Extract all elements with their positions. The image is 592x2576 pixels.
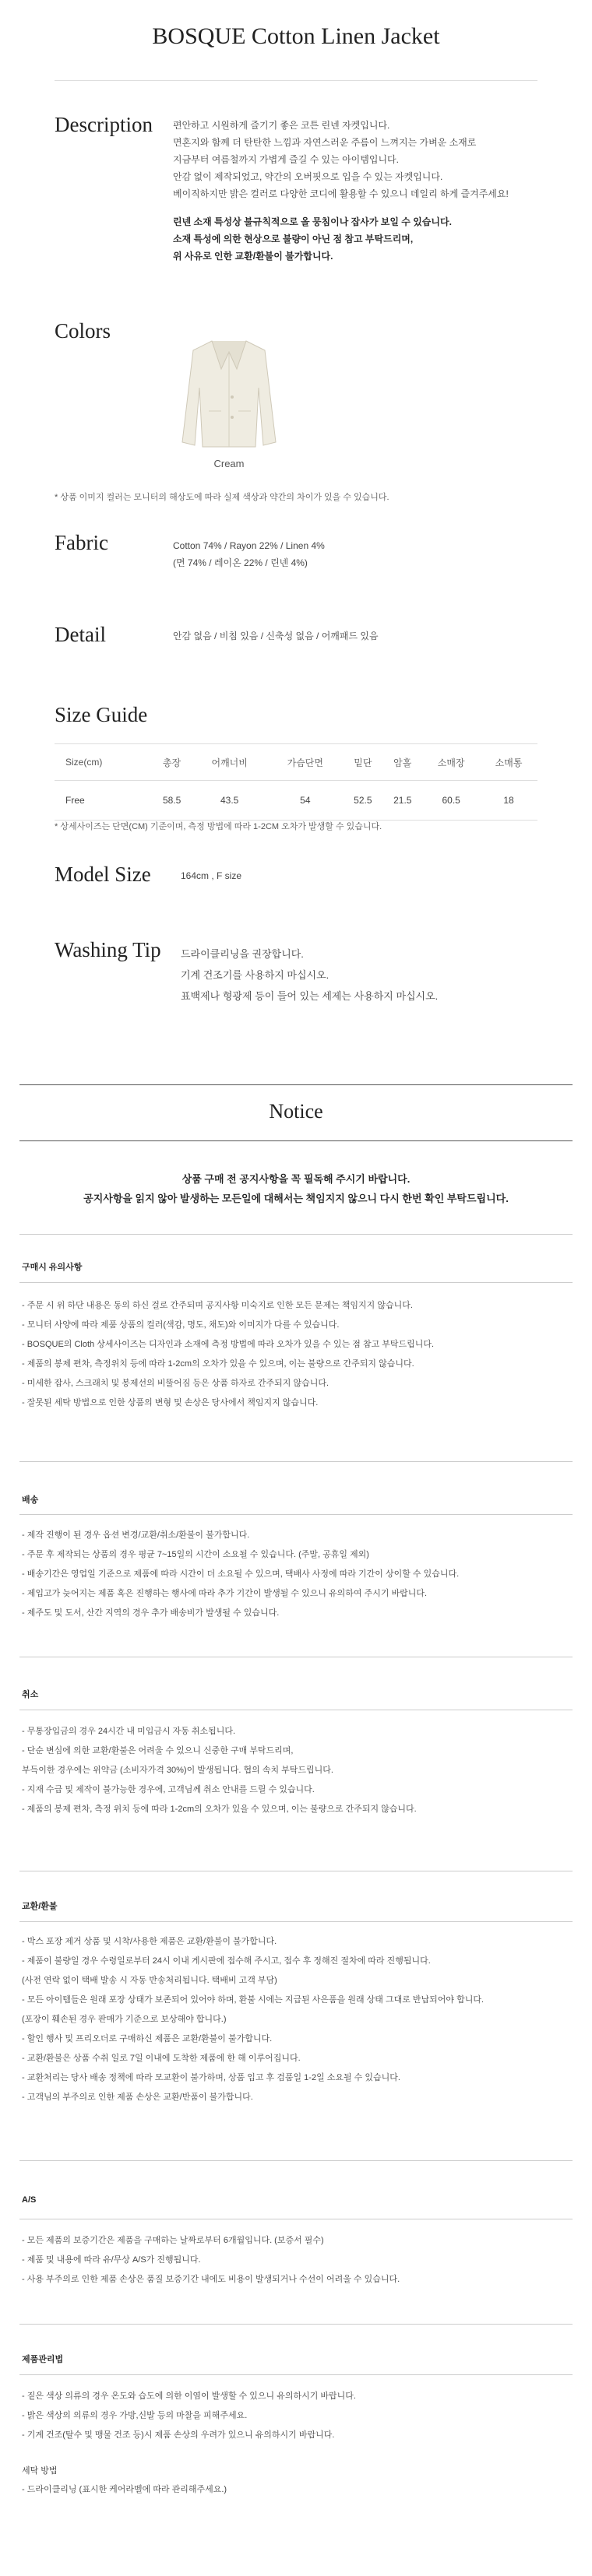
size-cell: 60.5 xyxy=(422,781,480,821)
cancellation-heading: 취소 xyxy=(22,1690,39,1699)
exchange-refund-heading: 교환/환불 xyxy=(22,1902,58,1911)
cancellation-list xyxy=(22,1722,567,1819)
color-note: * 상품 이미지 컬러는 모니터의 해상도에 따라 실제 색상과 약간의 차이가 있을 수 있습니다. xyxy=(55,493,389,502)
list-item: - 잘못된 세탁 방법으로 인한 상품의 변형 및 손상은 당사에서 책임지지 않습니다. xyxy=(22,1398,319,1407)
notice-intro-line: 상품 구매 전 공지사항을 꼭 필독해 주시기 바랍니다. xyxy=(181,1173,411,1185)
list-item: - 주문 후 제작되는 상품의 경우 평균 7~15일의 시간이 소요될 수 있습니다. (주말, 공휴일 제외) xyxy=(22,1550,369,1559)
list-item: - 주문 시 위 하단 내용은 동의 하신 걸로 간주되며 공지사항 미숙지로 인한 모든 문제는 책임지지 않습니다. xyxy=(22,1301,413,1310)
notice-intro xyxy=(0,1169,592,1208)
washing-tip-text xyxy=(181,944,539,1007)
section-divider xyxy=(19,1234,573,1235)
washing-tip-line: 표백제나 형광제 등이 들어 있는 세제는 사용하지 마십시오. xyxy=(181,990,439,1002)
size-cell: Free xyxy=(55,781,152,821)
list-item: - BOSQUE의 Cloth 상세사이즈는 디자인과 소재에 측정 방법에 따라 오차가 있을 수 있는 점 참고 부탁드립니다. xyxy=(22,1340,435,1349)
title-divider xyxy=(55,80,537,81)
section-divider xyxy=(19,2324,573,2325)
list-item: - 기계 건조(탈수 및 맹물 건조 등)시 제품 손상의 우려가 있으니 유의하시기 바랍니다. xyxy=(22,2430,335,2440)
fabric-text xyxy=(173,537,547,571)
color-name-label: Cream xyxy=(213,458,245,469)
model-size-text: 164cm , F size xyxy=(181,870,242,881)
section-divider xyxy=(19,1282,573,1283)
size-table-header: 소매장 xyxy=(422,744,480,781)
shipping-heading: 배송 xyxy=(22,1495,39,1505)
description-line: 편안하고 시원하게 즐기기 좋은 코튼 린넨 자켓입니다. xyxy=(173,120,390,131)
fabric-composition-korean: (면 74% / 레이온 22% / 린넨 4%) xyxy=(173,557,308,568)
size-table-header: 가슴단면 xyxy=(267,744,343,781)
section-divider xyxy=(19,1461,573,1462)
list-item: - 제품의 봉제 편차, 측정위치 등에 따라 1-2cm의 오차가 있을 수 있으며, 이는 불량으로 간주되지 않습니다. xyxy=(22,1359,414,1369)
list-item: - 모든 제품의 보증기간은 제품을 구매하는 날짜로부터 6개월입니다. (보증서 필수) xyxy=(22,2236,324,2245)
detail-text: 안감 없음 / 비침 있음 / 신축성 없음 / 어깨패드 있음 xyxy=(173,631,379,641)
size-table-header: 암홀 xyxy=(382,744,422,781)
section-divider xyxy=(19,1514,573,1515)
size-cell: 18 xyxy=(480,781,537,821)
list-item: - 무통장입금의 경우 24시간 내 미입금시 자동 취소됩니다. xyxy=(22,1727,236,1736)
washing-method-list xyxy=(22,2480,567,2500)
description-heading: Description xyxy=(55,113,153,136)
list-item: - 제작 진행이 된 경우 옵션 변경/교환/취소/환불이 불가합니다. xyxy=(22,1530,250,1540)
description-line: 면혼지와 함께 더 탄탄한 느낌과 자연스러운 주름이 느껴지는 가벼운 소재로 xyxy=(173,137,477,148)
model-size-heading: Model Size xyxy=(55,863,151,886)
list-item: - 단순 변심에 의한 교환/환불은 어려울 수 있으니 신중한 구매 부탁드리며, xyxy=(22,1746,294,1755)
notice-bottom-divider xyxy=(19,1140,573,1141)
list-item: (사전 연락 없이 택배 발송 시 자동 반송처리됩니다. 택배비 고객 부담) xyxy=(22,1976,277,1985)
size-table-header: Size(cm) xyxy=(55,744,152,781)
notice-title: Notice xyxy=(269,1100,323,1123)
list-item: - 제주도 및 도서, 산간 지역의 경우 추가 배송비가 발생될 수 있습니다. xyxy=(22,1608,280,1618)
list-item: - 짙은 색상 의류의 경우 온도와 습도에 의한 이염이 발생할 수 있으니 유의하시기 바랍니다. xyxy=(22,2391,356,2401)
list-item: - 제품 및 내용에 따라 유/무상 A/S가 진행됩니다. xyxy=(22,2255,201,2265)
purchase-notes-list xyxy=(22,1296,567,1413)
size-cell: 58.5 xyxy=(152,781,192,821)
description-bold-line: 소재 특성에 의한 현상으로 불량이 아닌 점 참고 부탁드리며, xyxy=(173,234,414,244)
list-item: - 지재 수급 및 제작이 불가능한 경우에, 고객님께 취소 안내를 드릴 수 있습니다. xyxy=(22,1785,315,1794)
shipping-list xyxy=(22,1526,567,1623)
after-service-heading: A/S xyxy=(22,2195,37,2205)
section-divider xyxy=(19,2374,573,2375)
size-cell: 52.5 xyxy=(343,781,382,821)
list-item: - 모든 아이템들은 원래 포장 상태가 보존되어 있어야 하며, 환불 시에는 지급된 사은품을 원래 상태 그대로 반납되어야 합니다. xyxy=(22,1995,485,2005)
list-item: - 제품이 불량일 경우 수령일로부터 24시 이내 게시판에 접수해 주시고, 접수 후 정해진 절차에 따라 진행됩니다. xyxy=(22,1956,431,1966)
section-divider xyxy=(19,2160,573,2161)
list-item: - 교환/환불은 상품 수취 일로 7일 이내에 도착한 제품에 한 해 이루어집니다. xyxy=(22,2054,301,2063)
fabric-heading: Fabric xyxy=(55,531,108,554)
product-title: BOSQUE Cotton Linen Jacket xyxy=(152,23,440,49)
notice-top-divider xyxy=(19,1084,573,1085)
product-care-list xyxy=(22,2387,567,2445)
list-item: - 제품의 봉제 편차, 측정 위치 등에 따라 1-2cm의 오차가 있을 수 있으며, 이는 불량으로 간주되지 않습니다. xyxy=(22,1805,417,1814)
washing-tip-line: 기계 건조기를 사용하지 마십시오. xyxy=(181,969,329,981)
list-item: (포장이 훼손된 경우 판매가 기준으로 보상해야 합니다.) xyxy=(22,2015,227,2024)
table-row xyxy=(55,781,537,821)
size-table-header: 총장 xyxy=(152,744,192,781)
after-service-list xyxy=(22,2231,567,2290)
size-table-header: 어깨너비 xyxy=(192,744,267,781)
list-item: 부득이한 경우에는 위약금 (소비자가격 30%)이 발생됩니다. 협의 속치 부탁드립니다. xyxy=(22,1766,333,1775)
description-text xyxy=(173,117,562,265)
list-item: - 교환처리는 당사 배송 정책에 따라 모교환이 불가하며, 상품 입고 후 검품일 1-2일 소요될 수 있습니다. xyxy=(22,2073,400,2082)
list-item: - 배송기간은 영업일 기준으로 제품에 따라 시간이 더 소요될 수 있으며, 택배사 사정에 따라 기간이 상이할 수 있습니다. xyxy=(22,1569,460,1579)
notice-intro-line: 공지사항을 읽지 않아 발생하는 모든일에 대해서는 책임지지 않으니 다시 한번 확인 부탁드립니다. xyxy=(83,1193,509,1204)
size-table-header: 소매통 xyxy=(480,744,537,781)
cream-jacket-image xyxy=(178,333,280,452)
size-cell: 21.5 xyxy=(382,781,422,821)
fabric-composition: Cotton 74% / Rayon 22% / Linen 4% xyxy=(173,540,325,551)
list-item: - 할인 행사 및 프리오더로 구매하신 제품은 교환/환불이 불가합니다. xyxy=(22,2034,273,2044)
exchange-refund-list xyxy=(22,1932,567,2107)
size-guide-heading: Size Guide xyxy=(55,703,148,726)
description-line: 베이직하지만 밝은 컬러로 다양한 코디에 활용할 수 있으니 데일리 하게 즐겨주세요! xyxy=(173,188,509,199)
purchase-notes-heading: 구매시 유의사항 xyxy=(22,1263,83,1272)
list-item: - 드라이클리닝 (표시한 케어라벨에 따라 관리해주세요.) xyxy=(22,2485,227,2494)
list-item: - 제입고가 늦어지는 제품 혹은 진행하는 행사에 따라 추가 기간이 발생될 수 있으니 유의하여 주시기 바랍니다. xyxy=(22,1589,428,1598)
size-note: * 상세사이즈는 단면(CM) 기준이며, 측정 방법에 따라 1-2CM 오차가 발생할 수 있습니다. xyxy=(55,822,382,831)
list-item: - 밝은 색상의 의류의 경우 가방,신발 등의 마찰을 피해주세요. xyxy=(22,2411,248,2420)
description-line: 지금부터 여름철까지 가볍게 즐길 수 있는 아이템입니다. xyxy=(173,154,399,165)
washing-tip-heading: Washing Tip xyxy=(55,938,161,961)
description-bold-line: 린넨 소재 특성상 불규칙적으로 올 뭉침이나 잡사가 보일 수 있습니다. xyxy=(173,216,452,227)
list-item: - 고객님의 부주의로 인한 제품 손상은 교환/반품이 불가합니다. xyxy=(22,2093,253,2102)
description-bold-line: 위 사유로 인한 교환/환불이 불가합니다. xyxy=(173,251,333,262)
detail-heading: Detail xyxy=(55,623,106,646)
colors-heading: Colors xyxy=(55,319,111,343)
description-line: 안감 없이 제작되었고, 약간의 오버핏으로 입을 수 있는 자켓입니다. xyxy=(173,171,443,182)
size-cell: 54 xyxy=(267,781,343,821)
list-item: - 미세한 잡사, 스크래치 및 봉제선의 비뚤어짐 등은 상품 하자로 간주되지 않습니다. xyxy=(22,1379,329,1388)
size-table-header: 밑단 xyxy=(343,744,382,781)
list-item: - 사용 부주의로 인한 제품 손상은 품질 보증기간 내에도 비용이 발생되거나 수선이 어려울 수 있습니다. xyxy=(22,2275,400,2284)
list-item: - 박스 포장 제거 상품 및 시착/사용한 제품은 교환/환불이 불가합니다. xyxy=(22,1937,277,1946)
size-table xyxy=(55,743,537,821)
section-divider xyxy=(19,1921,573,1922)
washing-method-heading: 세탁 방법 xyxy=(22,2466,58,2476)
list-item: - 모니터 사양에 따라 제품 상품의 컬러(색감, 명도, 채도)와 이미지가 다를 수 있습니다. xyxy=(22,1320,340,1330)
size-cell: 43.5 xyxy=(192,781,267,821)
size-table-header-row xyxy=(55,744,537,781)
washing-tip-line: 드라이클리닝을 권장합니다. xyxy=(181,948,304,960)
product-care-heading: 제품관리법 xyxy=(22,2355,64,2364)
